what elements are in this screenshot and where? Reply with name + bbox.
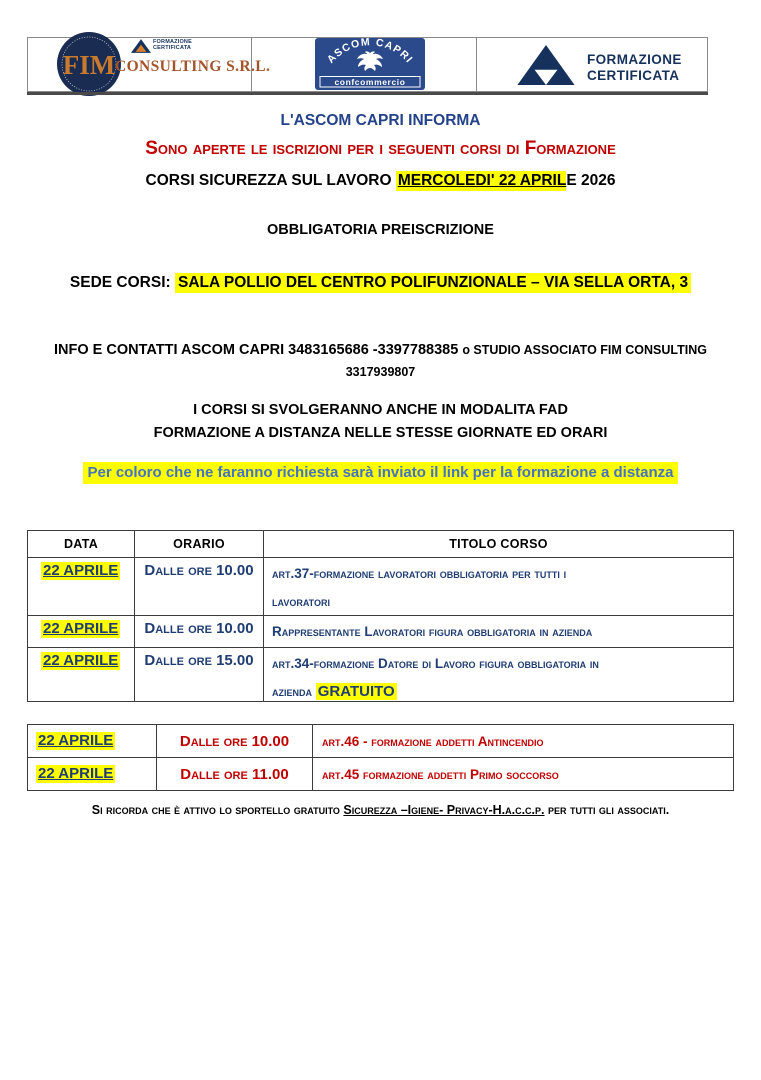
mini-badge-line2: CERTIFICATA <box>153 45 192 51</box>
title-line1: art.37-formazione lavoratori obbligatoria per tutti i <box>272 566 567 581</box>
venue-value-highlight: SALA POLLIO DEL CENTRO POLIFUNZIONALE – VIA SELLA ORTA, 3 <box>175 273 691 293</box>
venue-label: SEDE CORSI: <box>69 274 175 291</box>
course-date-line <box>0 172 761 190</box>
formazione-certificata-logo-cell <box>477 38 707 91</box>
footer-pre: Si ricorda che è attivo lo sportello gratuito <box>91 803 344 817</box>
ascom-arc-text: ASCOM CAPRI <box>324 38 416 66</box>
table-cell-title: Rappresentante Lavoratori figura obbligatoria in azienda <box>264 616 734 648</box>
date-highlight: 22 APRILE <box>43 620 119 637</box>
title-line1: art.34-formazione Datore di Lavoro figura obbligatoria in <box>272 656 599 671</box>
page-title: L'ASCOM CAPRI INFORMA <box>280 112 481 129</box>
table-cell-title <box>264 558 734 616</box>
footer-post: per tutti gli associati. <box>544 803 670 817</box>
title-line2-pre: azienda <box>272 684 316 699</box>
contacts-small: o STUDIO ASSOCIATO FIM CONSULTING <box>462 343 707 357</box>
preiscrizione-line: OBBLIGATORIA PREISCRIZIONE <box>267 222 494 238</box>
enrollment-open-line: Sono aperte le iscrizioni per i seguenti corsi di Formazione <box>145 138 616 159</box>
table-cell-title <box>264 648 734 702</box>
table-cell-date <box>28 648 135 702</box>
logo-strip <box>27 37 708 92</box>
table-cell-date <box>28 558 135 616</box>
ascom-capri-logo <box>315 38 425 90</box>
course-date-pre: CORSI SICUREZZA SUL LAVORO <box>145 172 396 189</box>
table-cell-time: Dalle ore 15.00 <box>135 648 264 702</box>
fad-line2: FORMAZIONE A DISTANZA NELLE STESSE GIORNATE ED ORARI <box>153 425 608 441</box>
course-date-highlight: MERCOLEDI' 22 APRIL <box>397 172 567 189</box>
date-highlight: 22 APRILE <box>38 732 114 749</box>
footer-underlined: Sicurezza –Igiene- Privacy-H.a.c.c.p. <box>343 803 545 817</box>
mini-badge-text <box>153 39 192 51</box>
confcommercio-band-text: confcommercio <box>334 76 406 87</box>
table-cell-time: Dalle ore 10.00 <box>135 616 264 648</box>
table-cell-time: Dalle ore 11.00 <box>157 758 313 791</box>
course-date-post: E 2026 <box>566 172 616 189</box>
fim-company-name: CONSULTING S.R.L. <box>115 58 271 75</box>
cert-text-line1: FORMAZIONE <box>587 52 682 67</box>
column-header-orario: ORARIO <box>135 531 264 558</box>
table-cell-date <box>28 725 157 758</box>
extra-courses-table <box>27 724 734 791</box>
mini-badge-line1: FORMAZIONE <box>153 39 192 45</box>
column-header-titolo: TITOLO CORSO <box>264 531 734 558</box>
table-cell-date <box>28 616 135 648</box>
ascom-logo-cell <box>251 38 477 91</box>
fim-monogram: FIM <box>62 50 116 80</box>
header-divider-rule <box>27 92 708 95</box>
table-cell-title: art.45 formazione addetti Primo soccorso <box>313 758 734 791</box>
date-highlight: 22 APRILE <box>43 562 119 579</box>
fad-line1: I CORSI SI SVOLGERANNO ANCHE IN MODALITA FAD <box>193 402 568 418</box>
contacts-phone2: 3317939807 <box>345 365 416 379</box>
contacts-main: INFO E CONTATTI ASCOM CAPRI 3483165686 -3397788385 <box>54 342 463 358</box>
gratuito-highlight: GRATUITO <box>317 683 395 700</box>
formazione-certificata-mini-badge <box>131 39 192 53</box>
mini-triangle-icon <box>131 39 151 53</box>
date-highlight: 22 APRILE <box>38 765 114 782</box>
table-cell-time: Dalle ore 10.00 <box>157 725 313 758</box>
column-header-data: DATA <box>28 531 135 558</box>
date-highlight: 22 APRILE <box>43 652 119 669</box>
venue-line <box>0 274 761 292</box>
courses-table <box>27 530 734 702</box>
fad-link-note <box>0 464 761 481</box>
contacts-line <box>0 342 761 358</box>
fim-circle-logo <box>56 31 122 97</box>
fim-logo-cell <box>28 38 271 91</box>
table-cell-date <box>28 758 157 791</box>
formazione-certificata-text <box>587 52 682 84</box>
cert-text-line2: CERTIFICATA <box>587 68 680 83</box>
table-cell-title: art.46 - formazione addetti Antincendio <box>313 725 734 758</box>
title-line2 <box>272 678 723 706</box>
title-line2: lavoratori <box>272 594 330 609</box>
formazione-certificata-triangle-icon <box>517 45 575 85</box>
table-cell-time: Dalle ore 10.00 <box>135 558 264 616</box>
footer-note <box>0 803 761 817</box>
fad-link-note-highlight: Per coloro che ne faranno richiesta sarà inviato il link per la formazione a distanza <box>83 462 677 484</box>
